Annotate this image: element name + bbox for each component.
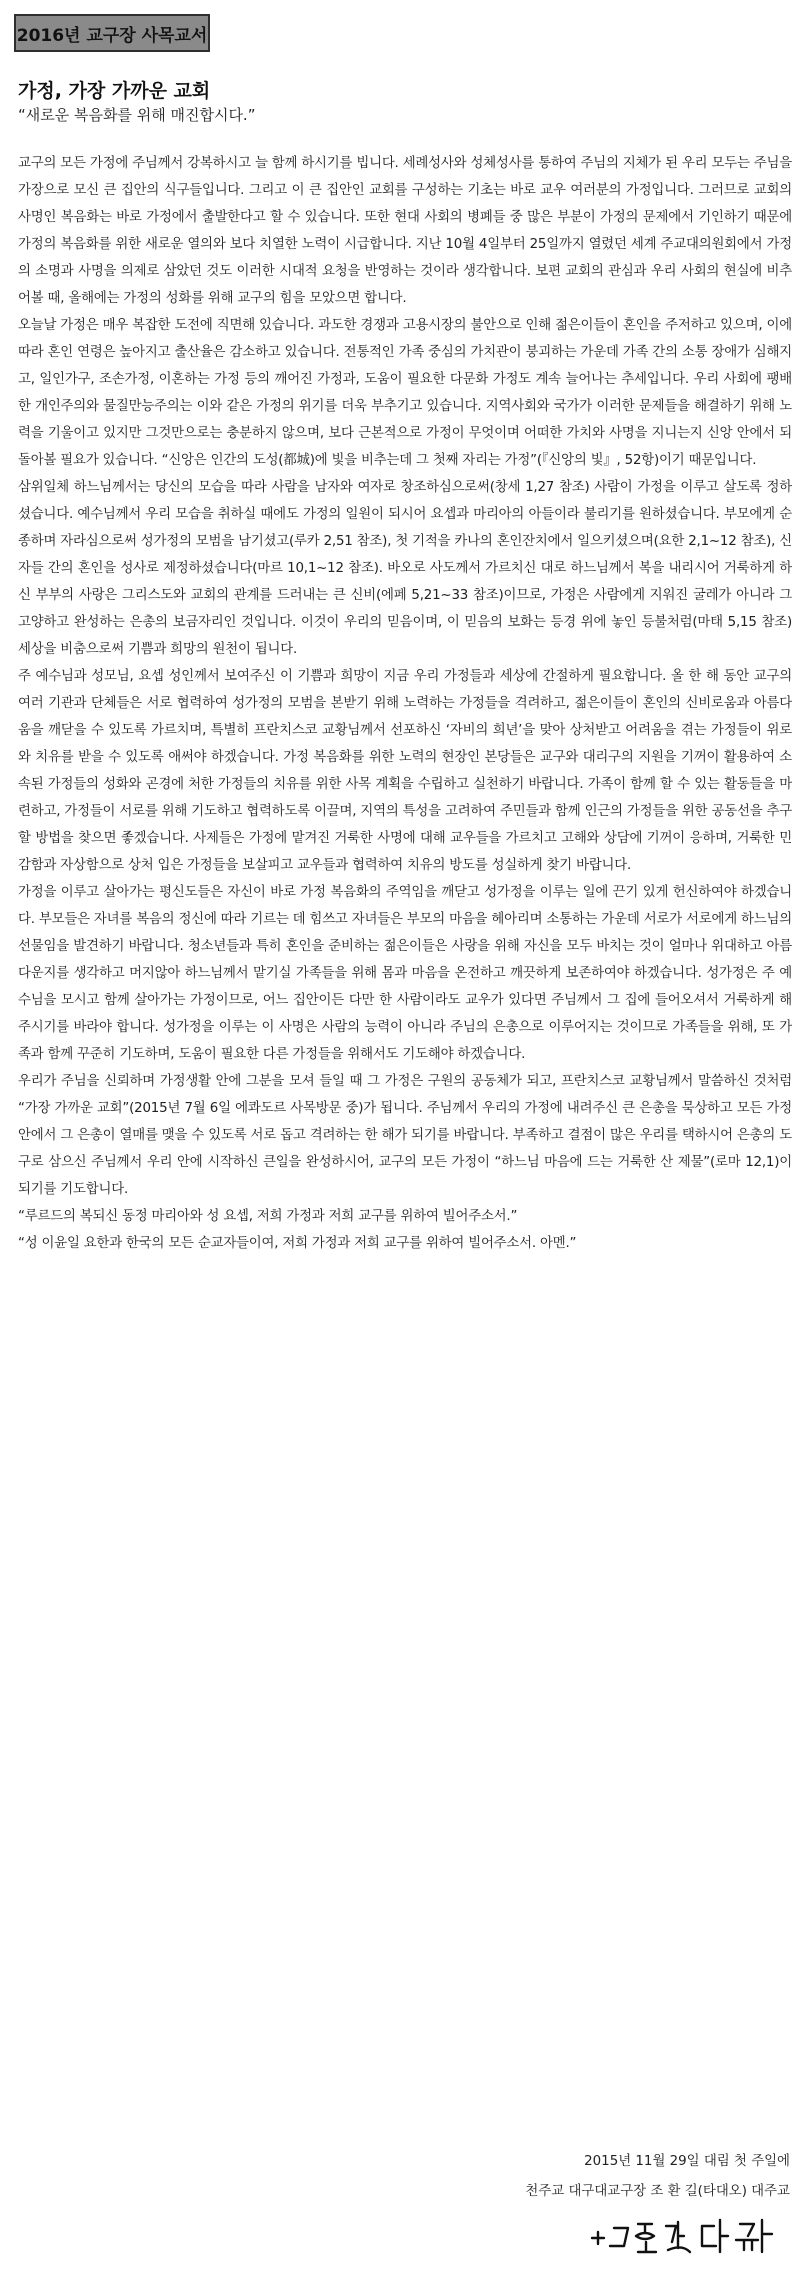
prayer-line: “성 이윤일 요한과 한국의 모든 순교자들이여, 저희 가정과 저희 교구를 위하여 빌어주소서. 아멘.”	[18, 1236, 577, 1251]
body-paragraph: 가정을 이루고 살아가는 평신도들은 자신이 바로 가정 복음화의 주역임을 깨닫고 성가정을 이루는 일에 끈기 있게 헌신하여야 하겠습니다. 부모들은 자녀를 복음의 정신에 따라 기르는 데 힘쓰고 자녀들은 부모의 마음을 헤아리며 소통하는 가운데 서로가 서로에게 하느님의 선물임을 발견하기 바랍니다. 청소년들과 특히 혼인을 준비하는 젊은이들은 사랑을 위해 자신을 모두 바치는 것이 얼마나 위대하고 아름다운지를 생각하고 머지않아 하느님께서 맡기실 가족들을 위해 몸과 마음을 온전하고 깨끗하게 보존하여야 하겠습니다. 성가정은 주 예수님을 모시고 함께 살아가는 가정이므로, 어느 집안이든 다만 한 사람이라도 교우가 있다면 주님께서 그 집에 들어오셔서 거룩하게 해 주시기를 바라야 합니다. 성가정을 이루는 이 사명은 사람의 능력이 아니라 주님의 은총으로 이루어지는 것이므로 가족들을 위해, 또 가족과 함께 꾸준히 기도하며, 도움이 필요한 다른 가정들을 위해서도 기도해야 하겠습니다.	[18, 885, 792, 1062]
letter-body	[18, 150, 792, 1257]
letter-title: 가정, 가장 가까운 교회	[18, 80, 211, 102]
body-paragraph: 주 예수님과 성모님, 요셉 성인께서 보여주신 이 기쁨과 희망이 지금 우리 가정들과 세상에 간절하게 필요합니다. 올 한 해 동안 교구의 여러 기관과 단체들은 서로 협력하여 성가정의 모범을 본받기 위해 노력하는 가정들을 격려하고, 젊은이들이 혼인의 신비로움과 아름다움을 깨닫을 수 있도록 가르치며, 특별히 프란치스코 교황님께서 선포하신 ‘자비의 희년’을 맞아 상처받고 어려움을 겪는 가정들이 위로와 치유를 받을 수 있도록 애써야 하겠습니다. 가정 복음화를 위한 노력의 현장인 본당들은 교구와 대리구의 지원을 기꺼이 활용하여 소속된 가정들의 성화와 곤경에 처한 가정들의 치유를 위한 사목 계획을 수립하고 실천하기 바랍니다. 가족이 함께 할 수 있는 활동들을 마련하고, 가정들이 서로를 위해 기도하고 협력하도록 이끌며, 지역의 특성을 고려하여 주민들과 함께 인근의 가정들을 위한 공동선을 추구할 방법을 찾으면 좋겠습니다. 사제들은 가정에 맡겨진 거룩한 사명에 대해 교우들을 가르치고 고해와 상담에 기꺼이 응하며, 거룩한 민감함과 자상함으로 상처 입은 가정들을 보살피고 교우들과 협력하여 치유의 방도를 성실하게 찾기 바랍니다.	[18, 669, 792, 873]
body-paragraph: 오늘날 가정은 매우 복잡한 도전에 직면해 있습니다. 과도한 경쟁과 고용시장의 불안으로 인해 젊은이들이 혼인을 주저하고 있으며, 이에 따라 혼인 연령은 높아지고 출산율은 감소하고 있습니다. 전통적인 가족 중심의 가치관이 붕괴하는 가운데 가족 간의 소통 장애가 심해지고, 일인가구, 조손가정, 이혼하는 가정 등의 깨어진 가정과, 도움이 필요한 다문화 가정도 계속 늘어나는 추세입니다. 우리 사회에 팽배한 개인주의와 물질만능주의는 이와 같은 가정의 위기를 더욱 부추기고 있습니다. 지역사회와 국가가 이러한 문제들을 해결하기 위해 노력을 기울이고 있지만 그것만으로는 충분하지 않으며, 보다 근본적으로 가정이 무엇이며 어떠한 가치와 사명을 지니는지 신앙 안에서 되돌아볼 필요가 있습니다. “신앙은 인간의 도성(都城)에 빛을 비추는데 그 첫째 자리는 가정”(『신앙의 빛』, 52항)이기 때문입니다.	[18, 318, 792, 468]
handwritten-signature	[586, 2212, 786, 2258]
closing-date: 2015년 11월 29일 대림 첫 주일에	[584, 2154, 790, 2169]
body-paragraph: 우리가 주님을 신뢰하며 가정생활 안에 그분을 모셔 들일 때 그 가정은 구원의 공동체가 되고, 프란치스코 교황님께서 말씀하신 것처럼 “가장 가까운 교회”(2015년 7월 6일 에콰도르 사목방문 중)가 됩니다. 주님께서 우리의 가정에 내려주신 큰 은총을 묵상하고 모든 가정 안에서 그 은총이 열매를 맺을 수 있도록 서로 돕고 격려하는 한 해가 되기를 바랍니다. 부족하고 결점이 많은 우리를 택하시어 은총의 도구로 삼으신 주님께서 우리 안에 시작하신 큰일을 완성하시어, 교구의 모든 가정이 “하느님 마음에 드는 거룩한 산 제물”(로마 12,1)이 되기를 기도합니다.	[18, 1074, 792, 1197]
header-label: 2016년 교구장 사목교서	[16, 25, 208, 46]
header-banner	[14, 14, 210, 52]
letter-subtitle: “새로운 복음화를 위해 매진합시다.”	[18, 106, 256, 124]
prayer-line: “루르드의 복되신 동정 마리아와 성 요셉, 저희 가정과 저희 교구를 위하여 빌어주소서.”	[18, 1209, 518, 1224]
closing-signer: 천주교 대구대교구장 조 환 길(타대오) 대주교	[525, 2184, 790, 2199]
body-paragraph: 교구의 모든 가정에 주님께서 강복하시고 늘 함께 하시기를 빕니다. 세례성사와 성체성사를 통하여 주님의 지체가 된 우리 모두는 주님을 가장으로 모신 큰 집안의 식구들입니다. 그리고 이 큰 집안인 교회를 구성하는 기초는 바로 교우 여러분의 가정입니다. 그러므로 교회의 사명인 복음화는 바로 가정에서 출발한다고 할 수 있습니다. 또한 현대 사회의 병폐들 중 많은 부분이 가정의 문제에서 기인하기 때문에 가정의 복음화를 위한 새로운 열의와 보다 치열한 노력이 시급합니다. 지난 10월 4일부터 25일까지 열렸던 세계 주교대의원회에서 가정의 소명과 사명을 의제로 삼았던 것도 이러한 시대적 요청을 반영하는 것이라 생각합니다. 보편 교회의 관심과 우리 사회의 현실에 비추어볼 때, 올해에는 가정의 성화를 위해 교구의 힘을 모았으면 합니다.	[18, 156, 792, 306]
body-paragraph: 삼위일체 하느님께서는 당신의 모습을 따라 사람을 남자와 여자로 창조하심으로써(창세 1,27 참조) 사람이 가정을 이루고 살도록 정하셨습니다. 예수님께서 우리 모습을 취하실 때에도 가정의 일원이 되시어 요셉과 마리아의 아들이라 불리기를 원하셨습니다. 부모에게 순종하며 자라심으로써 성가정의 모범을 남기셨고(루카 2,51 참조), 첫 기적을 카나의 혼인잔치에서 일으키셨으며(요한 2,1~12 참조), 신자들 간의 혼인을 성사로 제정하셨습니다(마르 10,1~12 참조). 바오로 사도께서 가르치신 대로 하느님께서 복을 내리시어 거룩하게 하신 부부의 사랑은 그리스도와 교회의 관계를 드러내는 큰 신비(에페 5,21~33 참조)이므로, 가정은 사람에게 지워진 굴레가 아니라 그 고양하고 완성하는 은총의 보금자리인 것입니다. 이것이 우리의 믿음이며, 이 믿음의 보화는 등경 위에 놓인 등불처럼(마태 5,15 참조) 세상을 비춤으로써 기쁨과 희망의 원천이 됩니다.	[18, 480, 792, 657]
